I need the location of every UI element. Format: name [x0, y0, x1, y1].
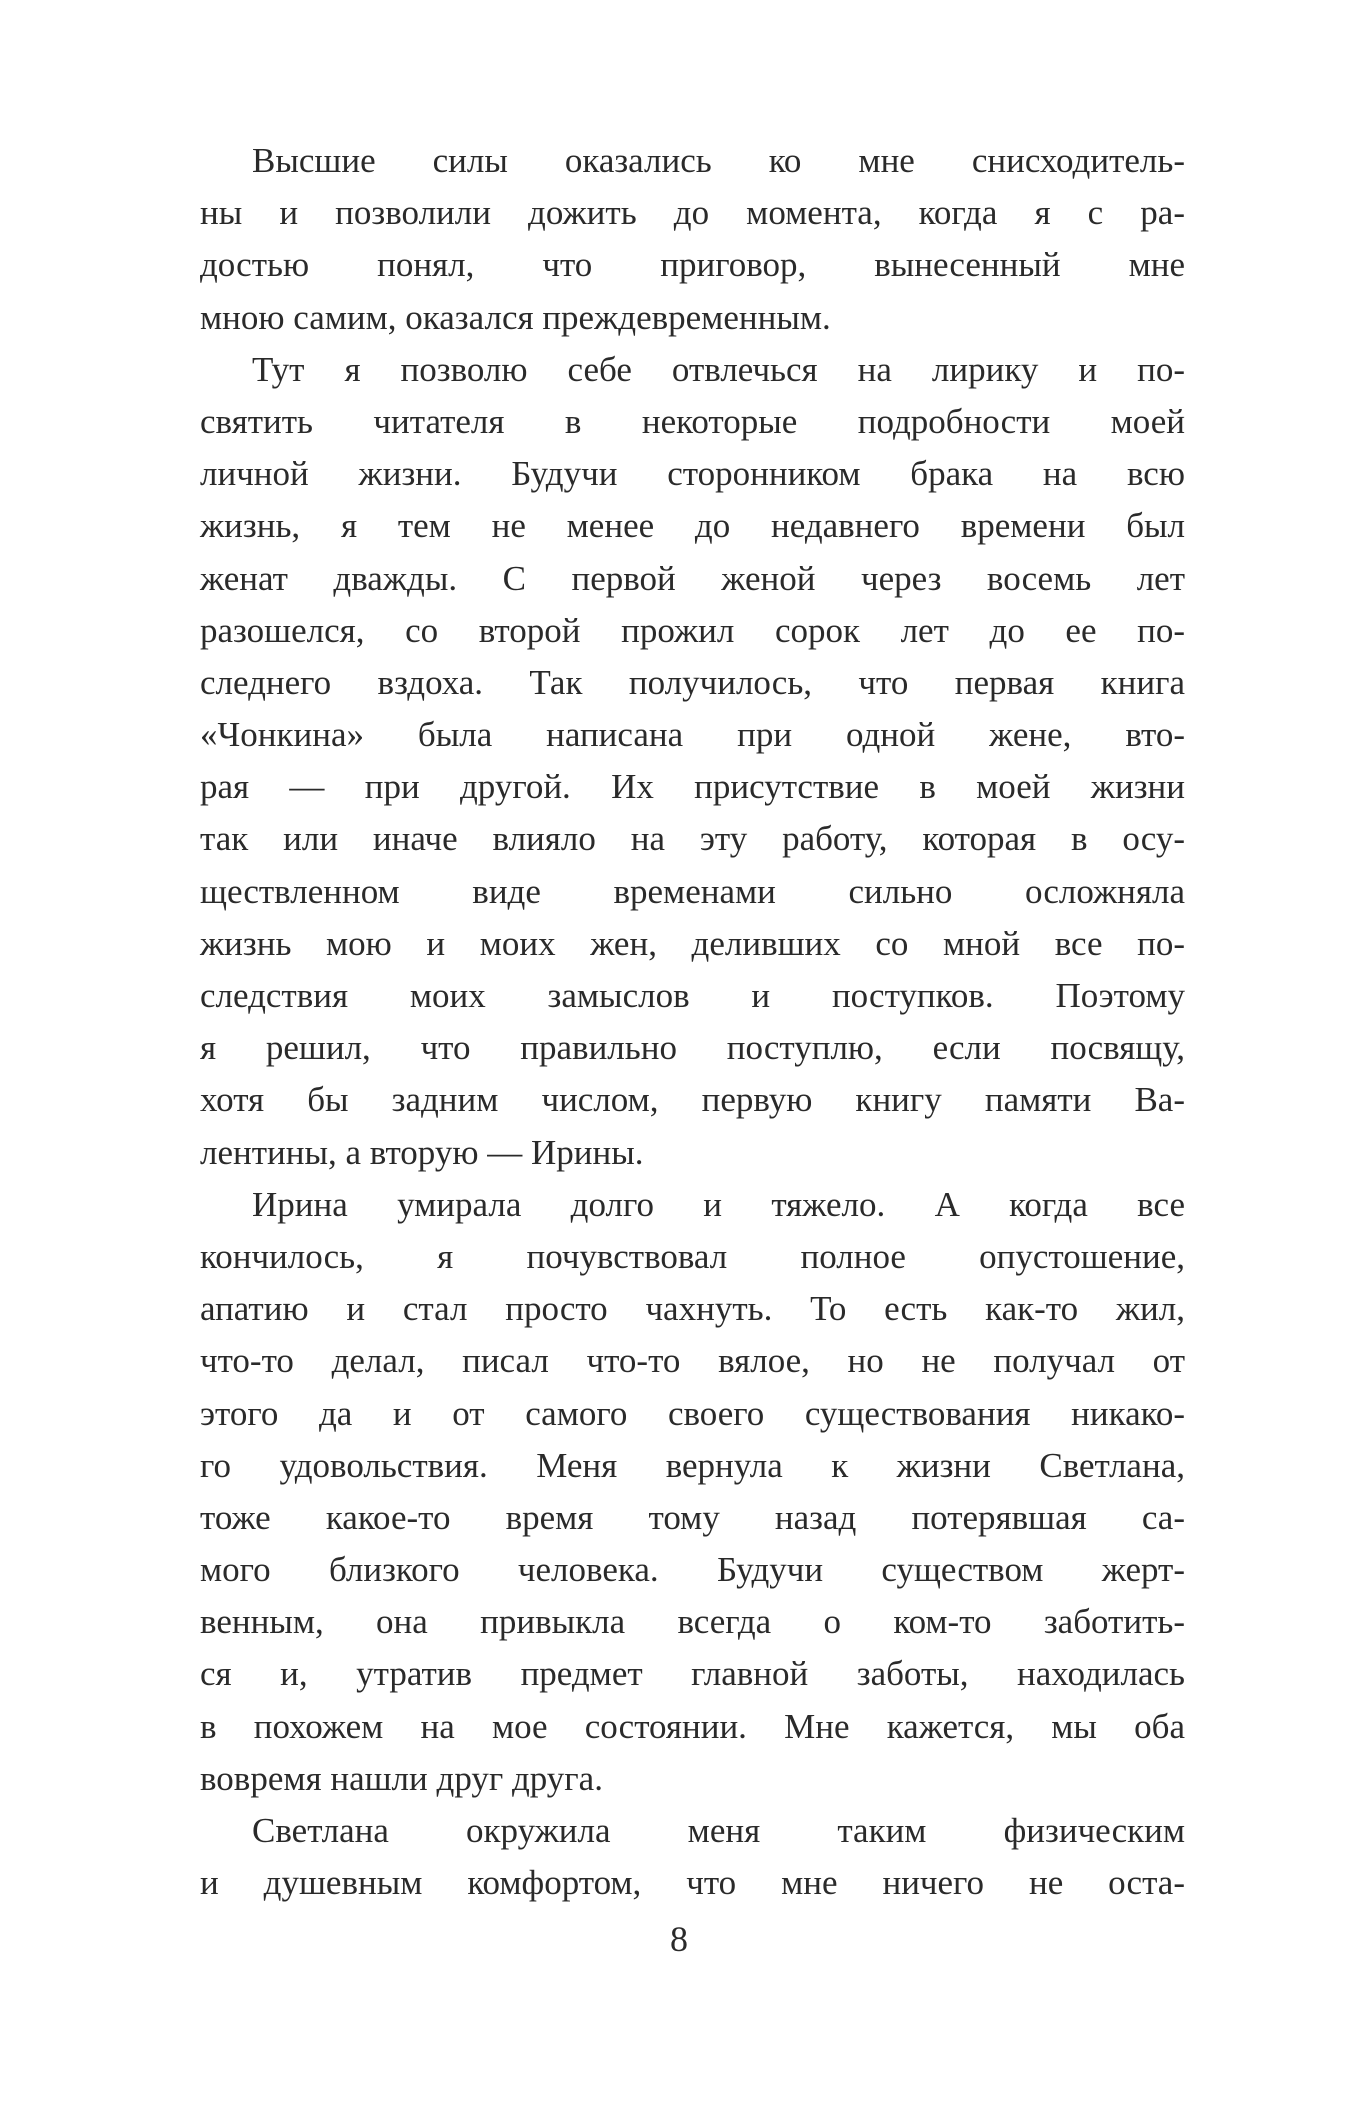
text-line: кончилось, я почувствовал полное опустошение, [200, 1236, 1185, 1276]
text-line: разошелся, со второй прожил сорок лет до ее по- [200, 610, 1185, 650]
text-line: ся и, утратив предмет главной заботы, находилась [200, 1654, 1185, 1694]
text-line: хотя бы задним числом, первую книгу памяти Ва- [200, 1080, 1185, 1120]
text-line: рая — при другой. Их присутствие в моей жизни [200, 767, 1185, 807]
text-line: лентины, а вторую — Ирины. [200, 1132, 644, 1172]
paragraph [200, 344, 1185, 1179]
text-line: я решил, что правильно поступлю, если посвящу, [200, 1028, 1185, 1068]
text-line: Светлана окружила меня таким физическим [252, 1811, 1185, 1850]
text-line: этого да и от самого своего существования никако- [200, 1393, 1185, 1433]
paragraph [200, 135, 1185, 344]
text-line: Ирина умирала долго и тяжело. А когда все [252, 1184, 1185, 1224]
text-line: святить читателя в некоторые подробности моей [200, 401, 1185, 441]
text-line: ны и позволили дожить до момента, когда я с ра- [200, 193, 1185, 233]
text-line: достью понял, что приговор, вынесенный мне [200, 245, 1185, 285]
body-text [200, 135, 1185, 1909]
page-number: 8 [670, 1919, 688, 1959]
text-line: что-то делал, писал что-то вялое, но не получал от [200, 1341, 1185, 1381]
text-line: апатию и стал просто чахнуть. То есть как-то жил, [200, 1289, 1185, 1329]
paragraph [200, 1179, 1185, 1805]
text-line: и душевным комфортом, что мне ничего не оста- [200, 1863, 1185, 1903]
text-line: Тут я позволю себе отвлечься на лирику и по- [252, 349, 1185, 389]
text-line: вовремя нашли друг друга. [200, 1758, 603, 1798]
text-line: следствия моих замыслов и поступков. Поэтому [200, 976, 1185, 1015]
text-line: тоже какое-то время тому назад потерявшая са- [200, 1497, 1185, 1537]
paragraph [200, 1805, 1185, 1909]
text-line: в похожем на мое состоянии. Мне кажется, мы оба [200, 1706, 1185, 1746]
text-line: го удовольствия. Меня вернула к жизни Светлана, [200, 1445, 1185, 1485]
text-line: Высшие силы оказались ко мне снисходитель- [252, 141, 1185, 180]
text-line: венным, она привыкла всегда о ком-то заботить- [200, 1602, 1185, 1642]
text-line: женат дважды. С первой женой через восемь лет [200, 558, 1185, 598]
text-line: мною самим, оказался преждевременным. [200, 297, 831, 337]
text-line: жизнь мою и моих жен, деливших со мной все по- [200, 923, 1185, 963]
text-line: так или иначе влияло на эту работу, которая в осу- [200, 819, 1185, 859]
text-line: мого близкого человека. Будучи существом жерт- [200, 1550, 1185, 1590]
text-line: ществленном виде временами сильно осложняла [200, 871, 1185, 911]
text-line: жизнь, я тем не менее до недавнего времени был [200, 506, 1185, 546]
text-line: «Чонкина» была написана при одной жене, вто- [200, 715, 1185, 755]
text-line: личной жизни. Будучи сторонником брака на всю [200, 454, 1185, 494]
text-line: следнего вздоха. Так получилось, что первая книга [200, 662, 1185, 702]
